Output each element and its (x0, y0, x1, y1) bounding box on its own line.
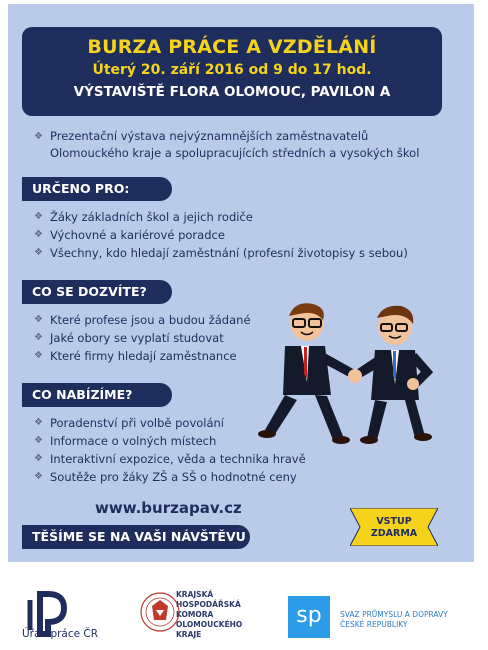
sp-logo-icon: sp (288, 596, 330, 638)
list-item: ❖ Interaktivní expozice, věda a technika hravě (34, 452, 306, 466)
list-item: ❖ Žáky základních škol a jejich rodiče (34, 210, 253, 224)
bullet-icon: ❖ (34, 417, 43, 428)
intro-line: Prezentační výstava nejvýznamnějších zaměstnavatelů (50, 129, 369, 143)
dozvite-list (34, 311, 251, 365)
businessman-right-icon (348, 306, 432, 444)
event-venue: VÝSTAVIŠTĚ FLORA OLOMOUC, PAVILON A (73, 84, 391, 100)
khk-label: KRAJSKÁ HOSPODÁŘSKÁ KOMORA OLOMOUCKÉHO KRAJE (176, 590, 243, 639)
list-item (34, 145, 419, 162)
bullet-icon: ❖ (34, 211, 43, 222)
section-heading-urceno: URČENO PRO: (22, 177, 172, 201)
bullet-icon: ❖ (34, 247, 43, 258)
closing-banner: TĚŠÍME SE NA VAŠI NÁVŠTĚVU (22, 525, 250, 549)
bullet-icon: ❖ (34, 314, 43, 325)
businessman-left-icon (258, 303, 355, 444)
list-item: ❖ Informace o volných místech (34, 434, 217, 448)
bullet-icon: ❖ (34, 453, 43, 464)
bullet-icon: ❖ (34, 471, 43, 482)
list-item: ❖ Poradenství při volbě povolání (34, 416, 225, 430)
free-entry-badge-text: VSTUP ZDARMA (370, 516, 418, 539)
list-item (34, 128, 419, 145)
event-date: Úterý 20. září 2016 od 9 do 17 hod. (92, 62, 372, 78)
bullet-icon: ❖ (34, 131, 43, 142)
list-item: ❖ Výchovné a kariérové poradce (34, 228, 225, 242)
urad-prace-label: Úřad práce ČR (22, 628, 99, 640)
urceno-list (34, 208, 408, 262)
section-heading-nabizime: CO NABÍZÍME? (22, 383, 172, 407)
bullet-icon: ❖ (34, 350, 43, 361)
list-item: ❖ Jaké obory se vyplatí studovat (34, 331, 224, 345)
intro-line: Olomouckého kraje a spolupracujících středních a vysokých škol (50, 146, 420, 160)
event-title: BURZA PRÁCE A VZDĚLÁNÍ (87, 36, 377, 58)
bullet-icon: ❖ (34, 435, 43, 446)
list-item: ❖ Které firmy hledají zaměstnance (34, 349, 237, 363)
bullet-icon: ❖ (34, 332, 43, 343)
website-link[interactable]: www.burzapav.cz (95, 499, 242, 517)
list-item: ❖ Všechny, kdo hledají zaměstnání (profesní životopisy s sebou) (34, 246, 408, 260)
handshake-illustration (255, 300, 445, 450)
sp-label: SVAZ PRŮMYSLU A DOPRAVY ČESKÉ REPUBLIKY (340, 610, 448, 629)
section-heading-dozvite: CO SE DOZVÍTE? (22, 280, 172, 304)
bullet-icon: ❖ (34, 229, 43, 240)
event-header (22, 27, 442, 116)
intro-list (34, 128, 419, 162)
list-item: ❖ Které profese jsou a budou žádané (34, 313, 251, 327)
list-item: ❖ Soutěže pro žáky ZŠ a SŠ o hodnotné ceny (34, 470, 297, 484)
